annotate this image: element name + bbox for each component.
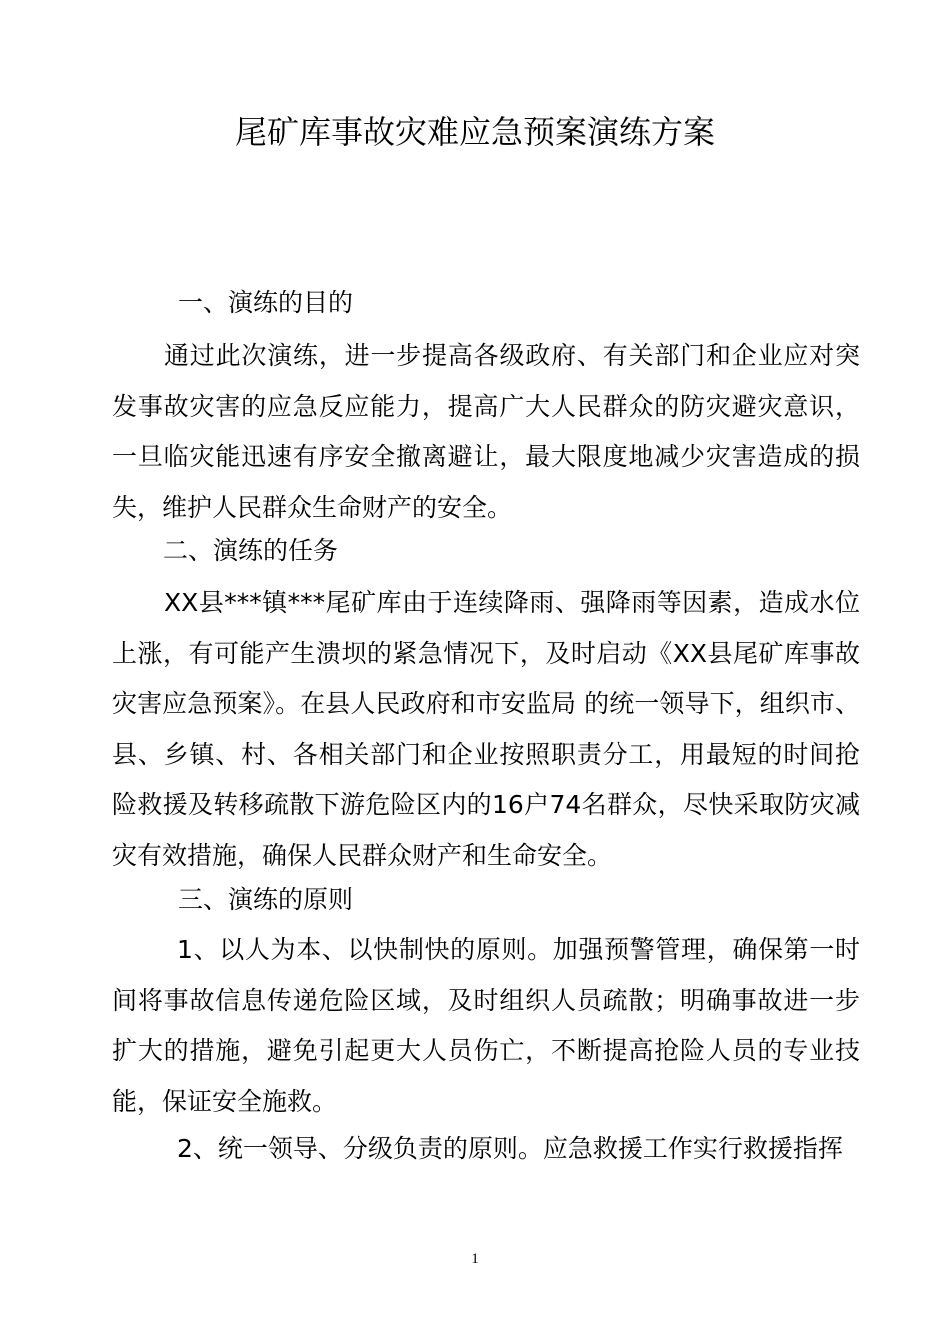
- section-paragraph-purpose: 通过此次演练，进一步提高各级政府、有关部门和企业应对突发事故灾害的应急反应能力，提高广大人民群众的防灾避灾意识，一旦临灾能迅速有序安全撤离避让，最大限度地减少灾害造成的损失，维护人民群众生命财产的安全。: [112, 341, 860, 522]
- section-heading-tasks: 二、演练的任务: [163, 536, 339, 565]
- section-paragraph-tasks: XX县***镇***尾矿库由于连续降雨、强降雨等因素，造成水位上涨，有可能产生溃坝的紧急情况下，及时启动《XX县尾矿库事故灾害应急预案》。在县人民政府和市安监局 的统一领导下，组织市、县、乡镇、村、各相关部门和企业按照职责分工，用最短的时间抢险救援及转移疏散下游危险区内的16户74名群众，尽快采取防灾减灾有效措施，确保人民群众财产和生命安全。: [112, 588, 860, 870]
- section-heading-purpose: 一、演练的目的: [178, 288, 354, 317]
- principle-item-2: 2、统一领导、分级负责的原则。应急救援工作实行救援指挥: [177, 1134, 843, 1163]
- document-title: 尾矿库事故灾难应急预案演练方案: [234, 113, 715, 151]
- page-number: 1: [471, 1251, 479, 1267]
- section-heading-principles: 三、演练的原则: [178, 885, 354, 914]
- principle-item-1: 1、以人为本、以快制快的原则。加强预警管理，确保第一时间将事故信息传递危险区域，及时组织人员疏散；明确事故进一步扩大的措施，避免引起更大人员伤亡，不断提高抢险人员的专业技能，保证安全施救。: [112, 935, 860, 1116]
